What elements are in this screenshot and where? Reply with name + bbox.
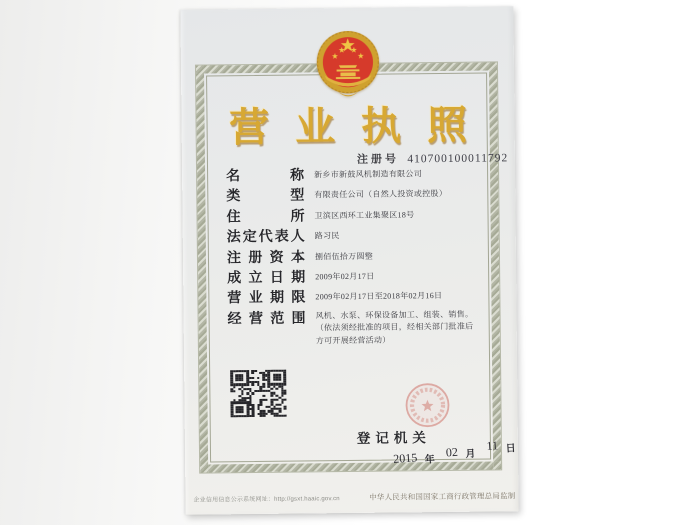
registration-number-label: 注册号 xyxy=(356,153,400,166)
issue-day-unit: 日 xyxy=(505,443,517,455)
field-label: 住所 xyxy=(226,207,305,225)
field-value: 有限责任公司（自然人投资或控股） xyxy=(314,189,448,200)
issue-year: 2015 xyxy=(392,450,418,466)
registry-authority-label: 登记机关 xyxy=(356,430,431,446)
field-value: 风机、水泵、环保设备加工、组装、销售。（依法须经批准的项目，经相关部门批准后方可开展经营活动） xyxy=(315,309,474,346)
field-label: 名称 xyxy=(226,166,305,184)
field-row-business-scope xyxy=(228,308,491,348)
registration-authority-seal xyxy=(403,381,452,430)
national-emblem-icon xyxy=(309,24,386,109)
paper-footer xyxy=(193,490,515,504)
field-row-establish-date xyxy=(227,267,490,285)
field-row-name xyxy=(226,166,489,184)
issue-month: 02 xyxy=(445,444,459,460)
field-row-legal-representative xyxy=(227,227,490,245)
field-label: 法定代表人 xyxy=(226,227,305,245)
field-label: 成立日期 xyxy=(227,268,306,286)
field-row-registered-capital xyxy=(227,247,490,265)
business-license-paper xyxy=(180,6,518,514)
registration-number-value: 410700100011792 xyxy=(407,152,509,166)
issue-month-unit: 月 xyxy=(465,448,476,461)
field-row-business-term xyxy=(227,288,490,306)
field-value: 2009年02月17日 xyxy=(315,271,375,282)
field-label: 类型 xyxy=(226,186,305,204)
field-value: 新乡市新鼓风机制造有限公司 xyxy=(314,169,423,180)
field-label: 营业期限 xyxy=(227,288,306,306)
issue-day: 11 xyxy=(486,438,499,453)
field-row-type xyxy=(226,186,489,204)
field-row-address xyxy=(226,206,489,224)
field-label: 经营范围 xyxy=(227,309,306,327)
field-value: 路习民 xyxy=(314,231,340,241)
license-fields xyxy=(226,166,491,354)
field-value: 卫滨区西环工业集聚区18号 xyxy=(314,210,415,221)
field-label: 注册资本 xyxy=(226,248,306,265)
issuing-bureau-imprint: 中华人民共和国国家工商行政管理总局监制 xyxy=(369,491,516,502)
credit-info-url: 企业信用信息公示系统网址：http://gsxt.haaic.gov.cn xyxy=(193,496,340,504)
field-value: 捌佰伍拾万圆整 xyxy=(314,251,374,261)
field-value: 2009年02月17日至2018年02月16日 xyxy=(315,291,443,302)
license-title: 营业执照 xyxy=(228,103,494,151)
issue-year-unit: 年 xyxy=(424,454,436,466)
qr-code xyxy=(230,370,286,418)
